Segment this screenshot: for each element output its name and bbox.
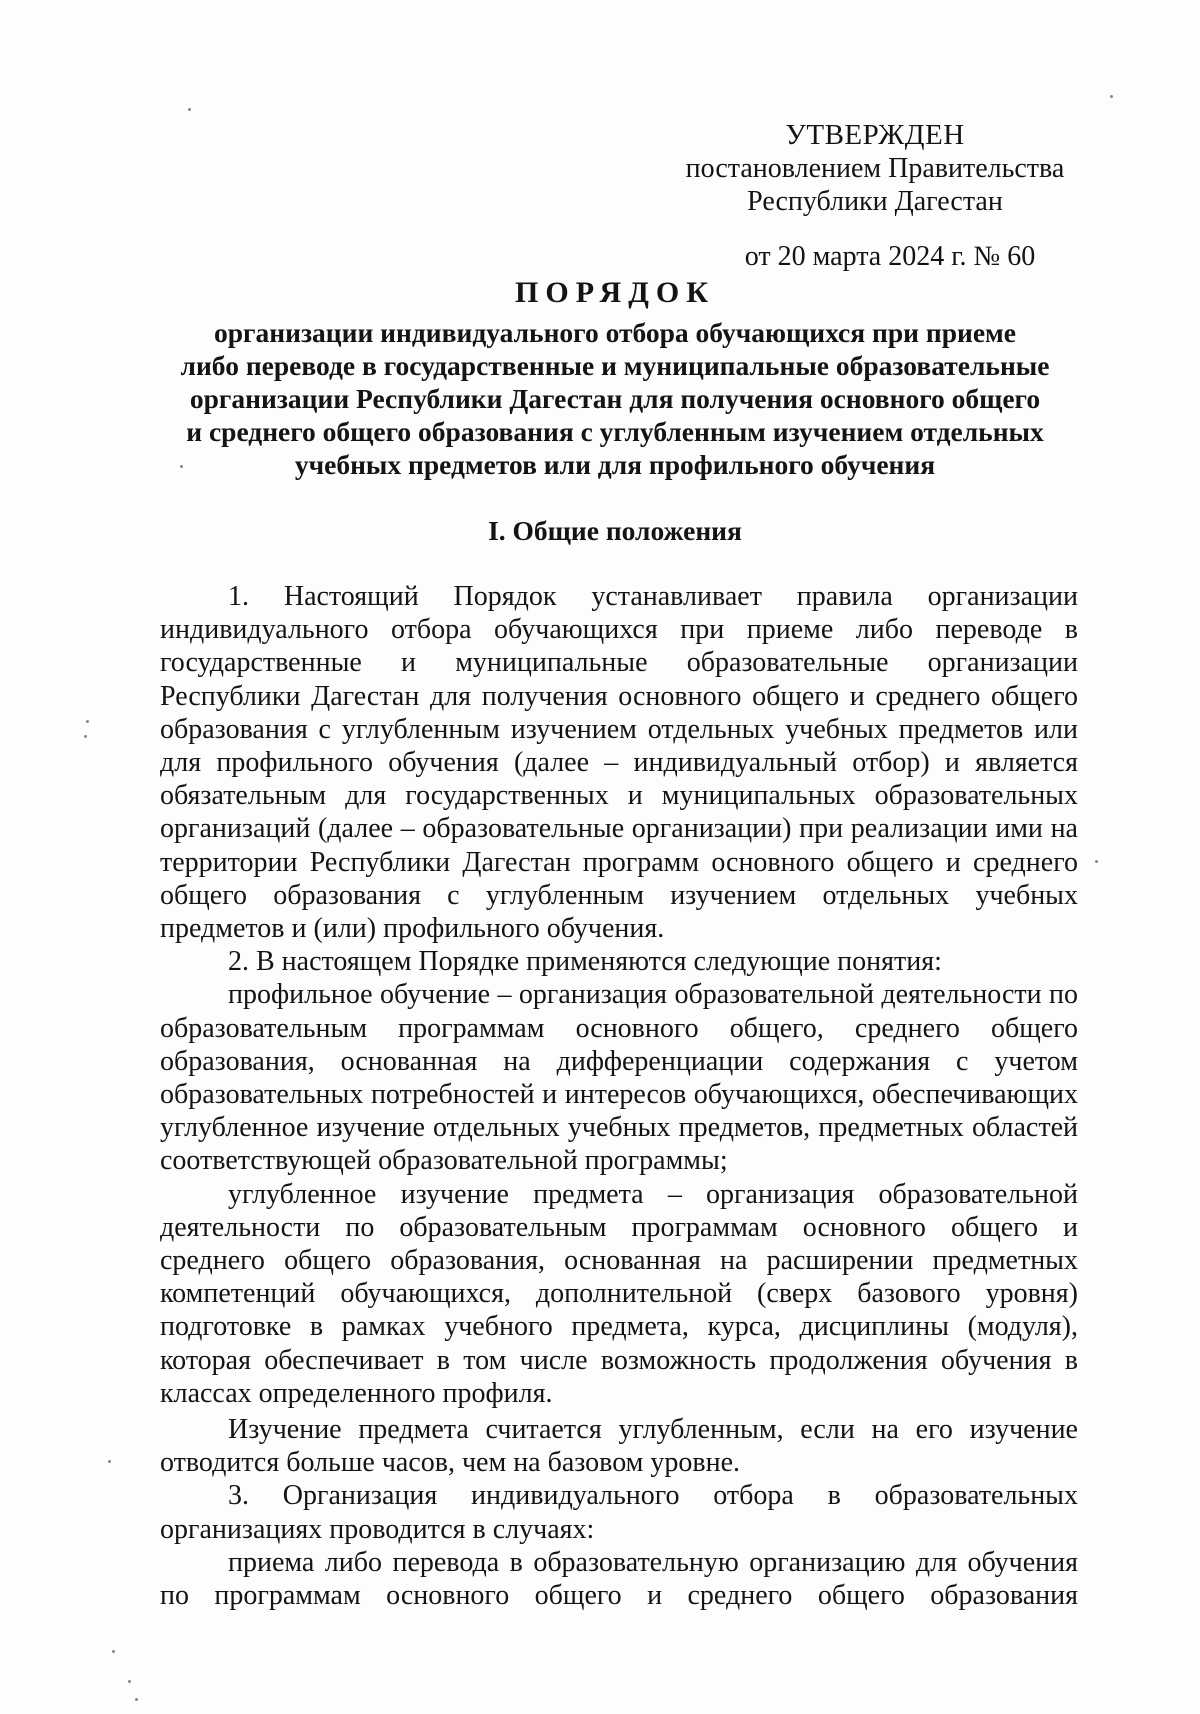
scan-speck	[188, 108, 191, 111]
paragraph-definition-profile: профильное обучение – организация образовательной деятельности по образовательным программам основного общего, среднего общего образования, основанная на дифференциации содержания с учетом образовательных потребностей и интересов обучающихся, обеспечивающих углубленное изучение отдельных учебных предметов, предметных областей соответствующей образовательной программы;	[160, 979, 1078, 1177]
paragraph-2: 2. В настоящем Порядке применяются следующие понятия:	[228, 946, 942, 978]
scan-speck	[86, 720, 89, 723]
subtitle-line: либо переводе в государственные и муниципальные образовательные	[180, 350, 1050, 382]
document-title	[150, 275, 1080, 481]
approval-title: УТВЕРЖДЕН	[785, 119, 965, 151]
approval-line-2: Республики Дагестан	[747, 186, 1003, 218]
scan-speck	[135, 1698, 138, 1701]
approval-stamp	[660, 118, 1090, 273]
subtitle-line: и среднего общего образования с углубленным изучением отдельных	[186, 416, 1044, 448]
section-heading: I. Общие положения	[488, 515, 742, 546]
subtitle-line: организации Республики Дагестан для получения основного общего	[189, 383, 1041, 415]
scan-speck	[1095, 860, 1098, 863]
scan-speck	[1110, 95, 1113, 98]
paragraph-3: 3. Организация индивидуального отбора в образовательных организациях проводится в случаях:	[160, 1480, 1078, 1545]
title-word: ПОРЯДОК	[515, 276, 715, 309]
approval-line-1: постановлением Правительства	[685, 153, 1065, 185]
subtitle-line: учебных предметов или для профильного обучения	[294, 449, 936, 481]
scan-speck	[128, 1680, 131, 1683]
scan-speck	[112, 1650, 115, 1653]
paragraph-1: 1. Настоящий Порядок устанавливает правила организации индивидуального отбора обучающихся при приеме либо переводе в государственные и муниципальные образовательные организации Республики Дагестан для получения основного общего и среднего общего образования с углубленным изучением отдельных учебных предметов или для профильного обучения (далее – индивидуальный отбор) и является обязательным для государственных и муниципальных образовательных организаций (далее – образовательные организации) при реализации ими на территории Республики Дагестан программ основного общего и среднего общего образования с углубленным изучением отдельных учебных предметов и (или) профильного обучения.	[160, 581, 1078, 945]
paragraph-deep-study-note: Изучение предмета считается углубленным, если на его изучение отводится больше часов, чем на базовом уровне.	[160, 1414, 1078, 1479]
subtitle-line: организации индивидуального отбора обучающихся при приеме	[214, 317, 1016, 349]
approval-date: от 20 марта 2024 г. № 60	[744, 241, 1036, 273]
paragraph-cases: приема либо перевода в образовательную организацию для обучения по программам основного общего и среднего общего образования	[160, 1546, 1078, 1612]
document-body	[160, 580, 1078, 1612]
scan-speck	[180, 465, 183, 468]
scan-speck	[108, 1460, 111, 1463]
scan-speck	[84, 735, 87, 738]
paragraph-definition-deep-study: углубленное изучение предмета – организация образовательной деятельности по образовательным программам основного общего и среднего общего образования, основанная на расширении предметных компетенций обучающихся, дополнительной (сверх базового уровня) подготовке в рамках учебного предмета, курса, дисциплины (модуля), которая обеспечивает в том числе возможность продолжения обучения в классах определенного профиля.	[160, 1178, 1078, 1409]
